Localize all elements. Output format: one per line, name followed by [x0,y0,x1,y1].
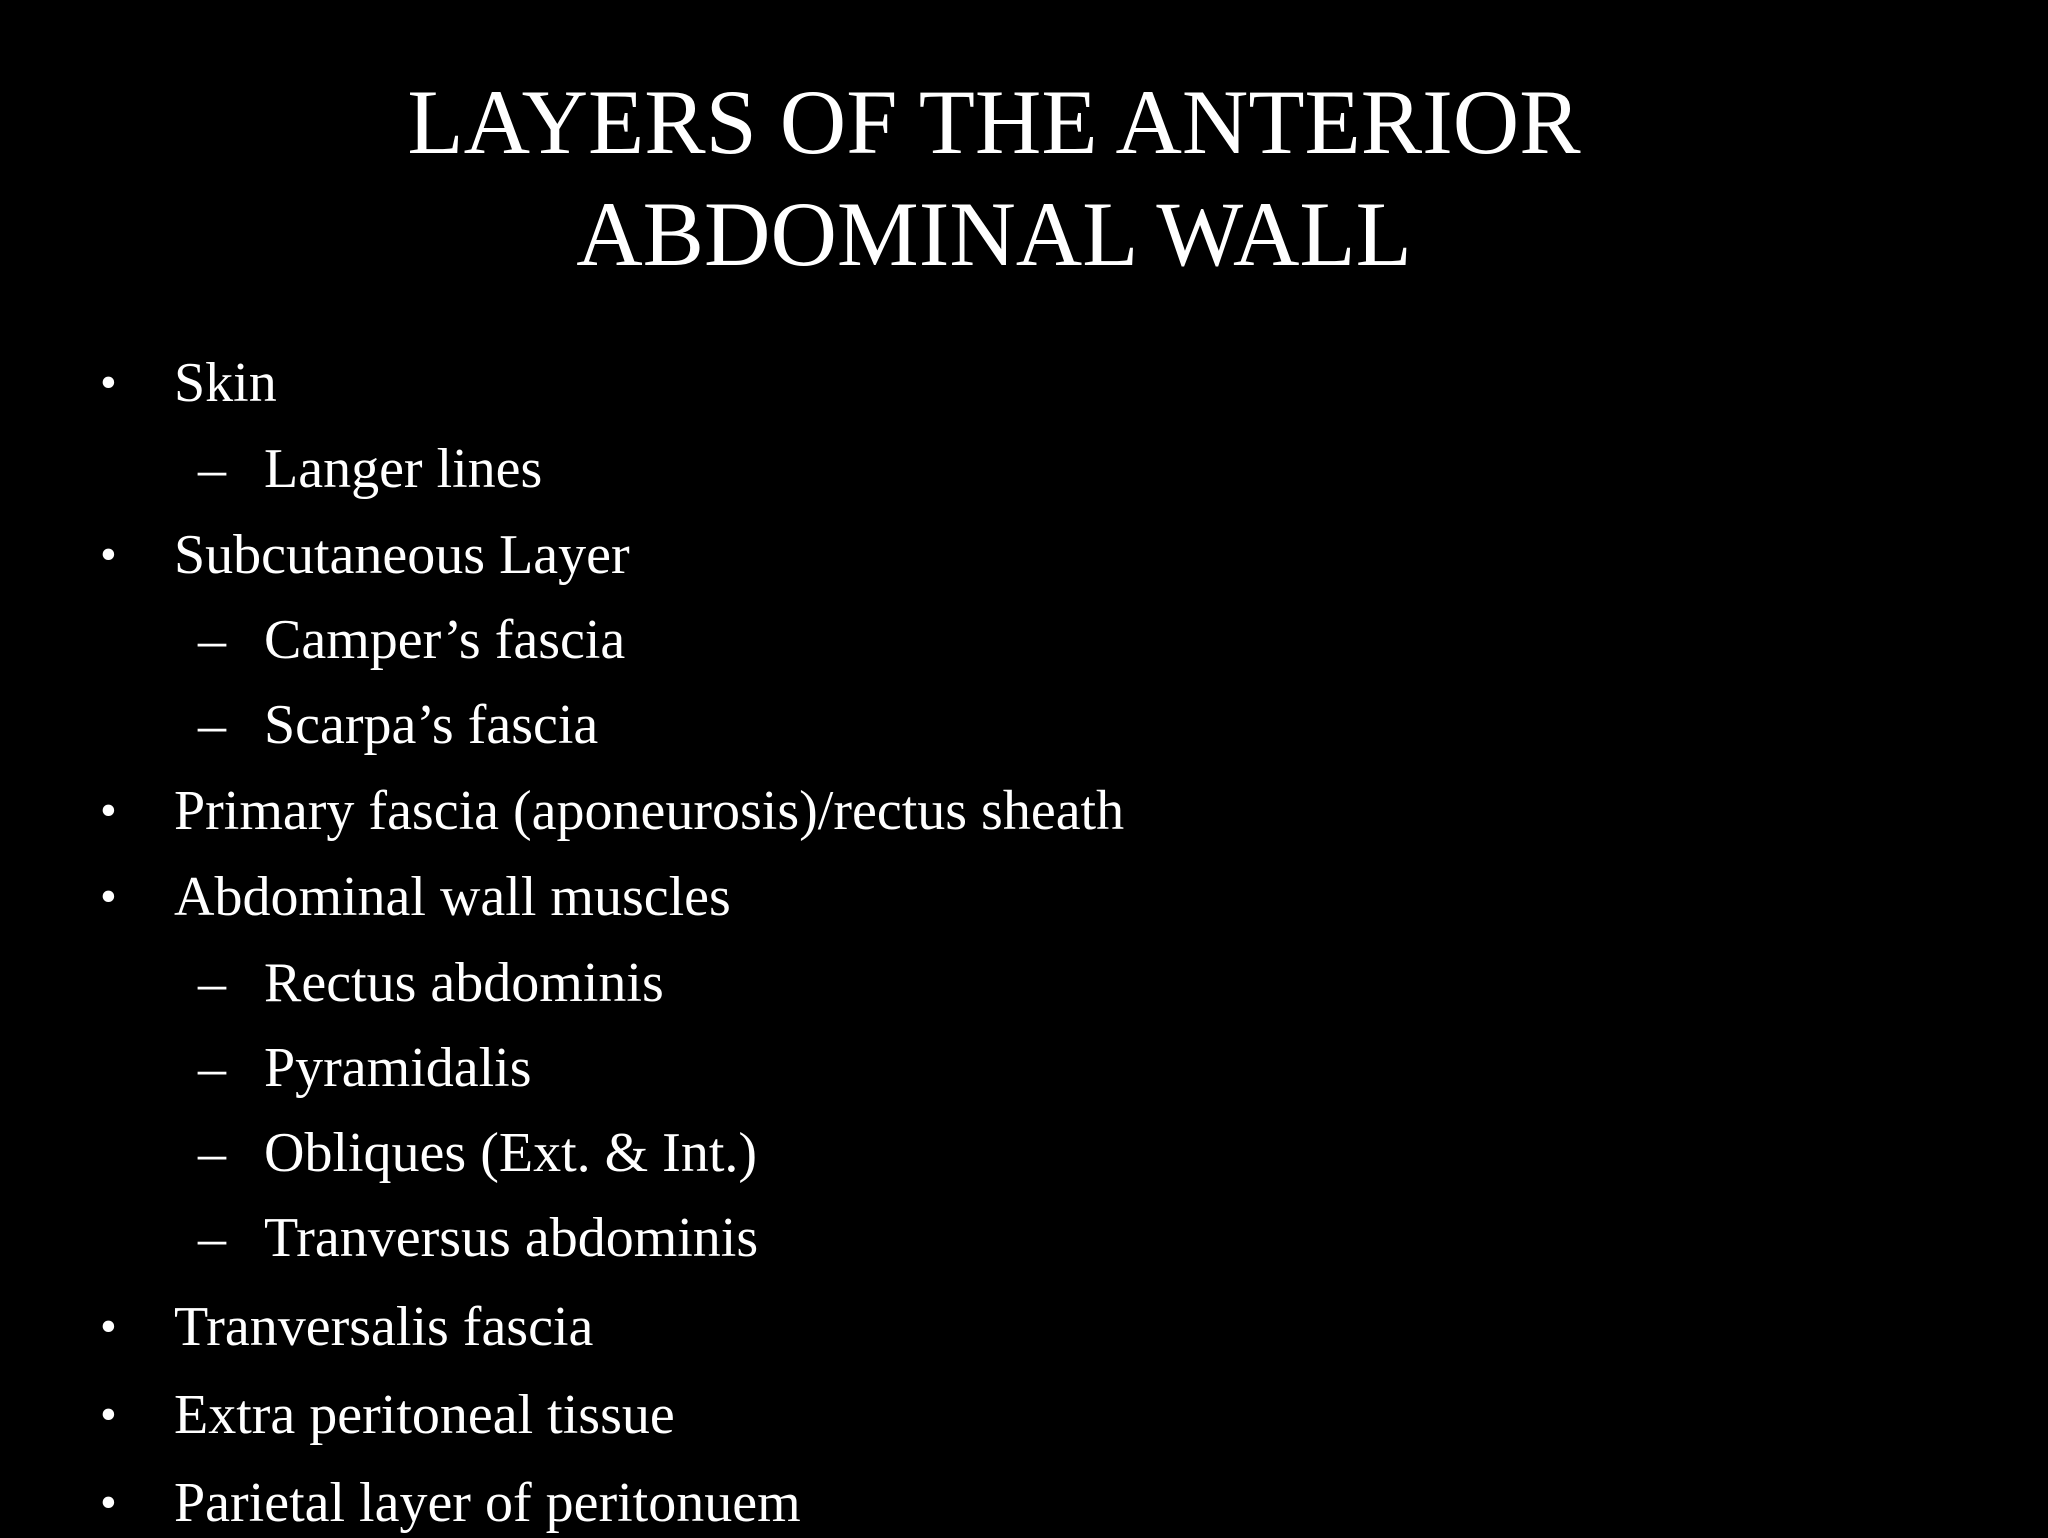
dash-marker: – [198,1037,226,1099]
bullet-marker: • [100,1476,117,1529]
sub-bullet-item [198,434,543,504]
bullet-marker: • [100,356,117,409]
sub-bullet-text: Camper’s fascia [264,609,626,671]
bullet-marker: • [100,1388,117,1441]
sub-bullet-text: Tranversus abdominis [264,1207,759,1269]
bullet-text: Extra peritoneal tissue [174,1384,675,1446]
bullet-item [100,776,1125,846]
sub-bullet-item [198,1033,532,1103]
bullet-item [100,1468,801,1538]
bullet-text: Abdominal wall muscles [174,866,731,928]
bullet-marker: • [100,870,117,923]
sub-bullet-text: Langer lines [264,438,543,500]
bullet-item [100,1292,594,1362]
dash-marker: – [198,609,226,671]
sub-bullet-item [198,605,626,675]
sub-bullet-text: Rectus abdominis [264,952,664,1014]
title-line-1: LAYERS OF THE ANTERIOR [407,71,1581,173]
bullet-text: Subcutaneous Layer [174,524,630,586]
bullet-text: Primary fascia (aponeurosis)/rectus sheath [174,780,1125,842]
dash-marker: – [198,1207,226,1269]
bullet-marker: • [100,528,117,581]
sub-bullet-text: Pyramidalis [264,1037,532,1099]
bullet-text: Tranversalis fascia [174,1296,594,1358]
dash-marker: – [198,952,226,1014]
dash-marker: – [198,694,226,756]
sub-bullet-item [198,1118,758,1188]
sub-bullet-text: Scarpa’s fascia [264,694,599,756]
bullet-item [100,520,630,590]
bullet-item [100,348,277,418]
bullet-item [100,862,731,932]
dash-marker: – [198,1122,226,1184]
sub-bullet-item [198,690,599,760]
bullet-marker: • [100,1300,117,1353]
dash-marker: – [198,438,226,500]
title-line-2: ABDOMINAL WALL [576,183,1412,285]
bullet-text: Skin [174,352,277,414]
bullet-text: Parietal layer of peritonuem [174,1472,801,1534]
sub-bullet-item [198,948,664,1018]
slide-title [0,66,1988,290]
bullet-item [100,1380,675,1450]
bullet-marker: • [100,784,117,837]
sub-bullet-text: Obliques (Ext. & Int.) [264,1122,758,1184]
sub-bullet-item [198,1203,759,1273]
